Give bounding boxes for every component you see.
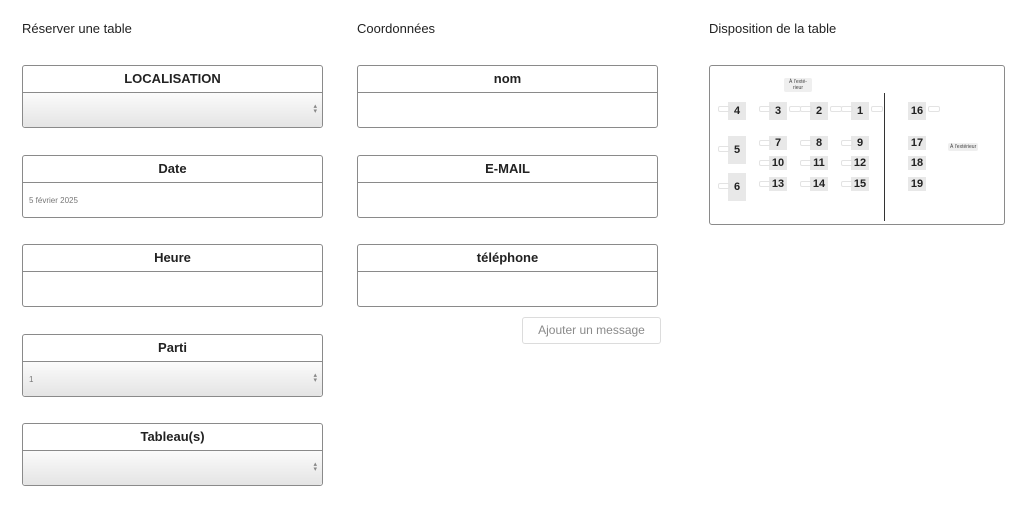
chair-icon bbox=[928, 106, 940, 112]
chair-icon bbox=[871, 106, 883, 112]
table-16[interactable]: 16 bbox=[908, 102, 926, 120]
table-2[interactable]: 2 bbox=[810, 102, 828, 120]
table-15[interactable]: 15 bbox=[851, 177, 869, 191]
reserve-heading: Réserver une table bbox=[22, 21, 132, 36]
table-1[interactable]: 1 bbox=[851, 102, 869, 120]
table-19[interactable]: 19 bbox=[908, 177, 926, 191]
phone-input[interactable] bbox=[358, 272, 657, 306]
select-arrows-icon: ▴ ▾ bbox=[313, 372, 317, 384]
tables-label: Tableau(s) bbox=[23, 424, 322, 451]
phone-field bbox=[357, 244, 658, 307]
chair-icon bbox=[718, 183, 730, 189]
chair-icon bbox=[841, 160, 853, 166]
email-input[interactable] bbox=[358, 183, 657, 217]
chair-icon bbox=[800, 181, 812, 187]
name-input[interactable] bbox=[358, 93, 657, 127]
chair-icon bbox=[841, 181, 853, 187]
party-field bbox=[22, 334, 323, 397]
table-4[interactable]: 4 bbox=[728, 102, 746, 120]
layout-divider bbox=[884, 93, 885, 221]
party-select[interactable] bbox=[23, 362, 322, 396]
date-input[interactable] bbox=[23, 183, 322, 217]
time-input[interactable] bbox=[23, 272, 322, 306]
table-10[interactable]: 10 bbox=[769, 156, 787, 170]
outdoor-tag-right: À l'extérieur bbox=[950, 144, 977, 150]
phone-label: téléphone bbox=[358, 245, 657, 272]
tables-select[interactable] bbox=[23, 451, 322, 485]
chair-icon bbox=[718, 146, 730, 152]
chair-icon bbox=[759, 160, 771, 166]
email-field bbox=[357, 155, 658, 218]
chair-icon bbox=[841, 106, 853, 112]
date-label: Date bbox=[23, 156, 322, 183]
location-field bbox=[22, 65, 323, 128]
chair-icon bbox=[759, 181, 771, 187]
table-17[interactable]: 17 bbox=[908, 136, 926, 150]
add-message-button[interactable]: Ajouter un message bbox=[522, 317, 661, 344]
contact-heading: Coordonnées bbox=[357, 21, 436, 36]
date-field bbox=[22, 155, 323, 218]
select-arrows-icon: ▴ ▾ bbox=[313, 103, 317, 115]
table-6[interactable]: 6 bbox=[728, 173, 746, 201]
layout-heading: Disposition de la table bbox=[709, 21, 837, 36]
chair-icon bbox=[718, 106, 730, 112]
table-5[interactable]: 5 bbox=[728, 136, 746, 164]
chair-icon bbox=[759, 140, 771, 146]
tables-field bbox=[22, 423, 323, 486]
table-13[interactable]: 13 bbox=[769, 177, 787, 191]
table-18[interactable]: 18 bbox=[908, 156, 926, 170]
chair-icon bbox=[759, 106, 771, 112]
table-9[interactable]: 9 bbox=[851, 136, 869, 150]
name-field bbox=[357, 65, 658, 128]
chair-icon bbox=[800, 106, 812, 112]
table-11[interactable]: 11 bbox=[810, 156, 828, 170]
table-12[interactable]: 12 bbox=[851, 156, 869, 170]
chair-icon bbox=[841, 140, 853, 146]
location-select[interactable] bbox=[23, 93, 322, 127]
select-arrows-icon: ▴ ▾ bbox=[313, 461, 317, 473]
party-label: Parti bbox=[23, 335, 322, 362]
table-8[interactable]: 8 bbox=[810, 136, 828, 150]
email-label: E-MAIL bbox=[358, 156, 657, 183]
date-value: 5 février 2025 bbox=[29, 196, 78, 205]
chair-icon bbox=[800, 160, 812, 166]
table-14[interactable]: 14 bbox=[810, 177, 828, 191]
location-label: LOCALISATION bbox=[23, 66, 322, 93]
table-3[interactable]: 3 bbox=[769, 102, 787, 120]
name-label: nom bbox=[358, 66, 657, 93]
outdoor-tag-top: À l'exté- rieur bbox=[784, 78, 812, 92]
time-label: Heure bbox=[23, 245, 322, 272]
chair-icon bbox=[800, 140, 812, 146]
party-value: 1 bbox=[29, 375, 34, 384]
table-layout-map bbox=[709, 65, 1005, 225]
table-7[interactable]: 7 bbox=[769, 136, 787, 150]
time-field bbox=[22, 244, 323, 307]
